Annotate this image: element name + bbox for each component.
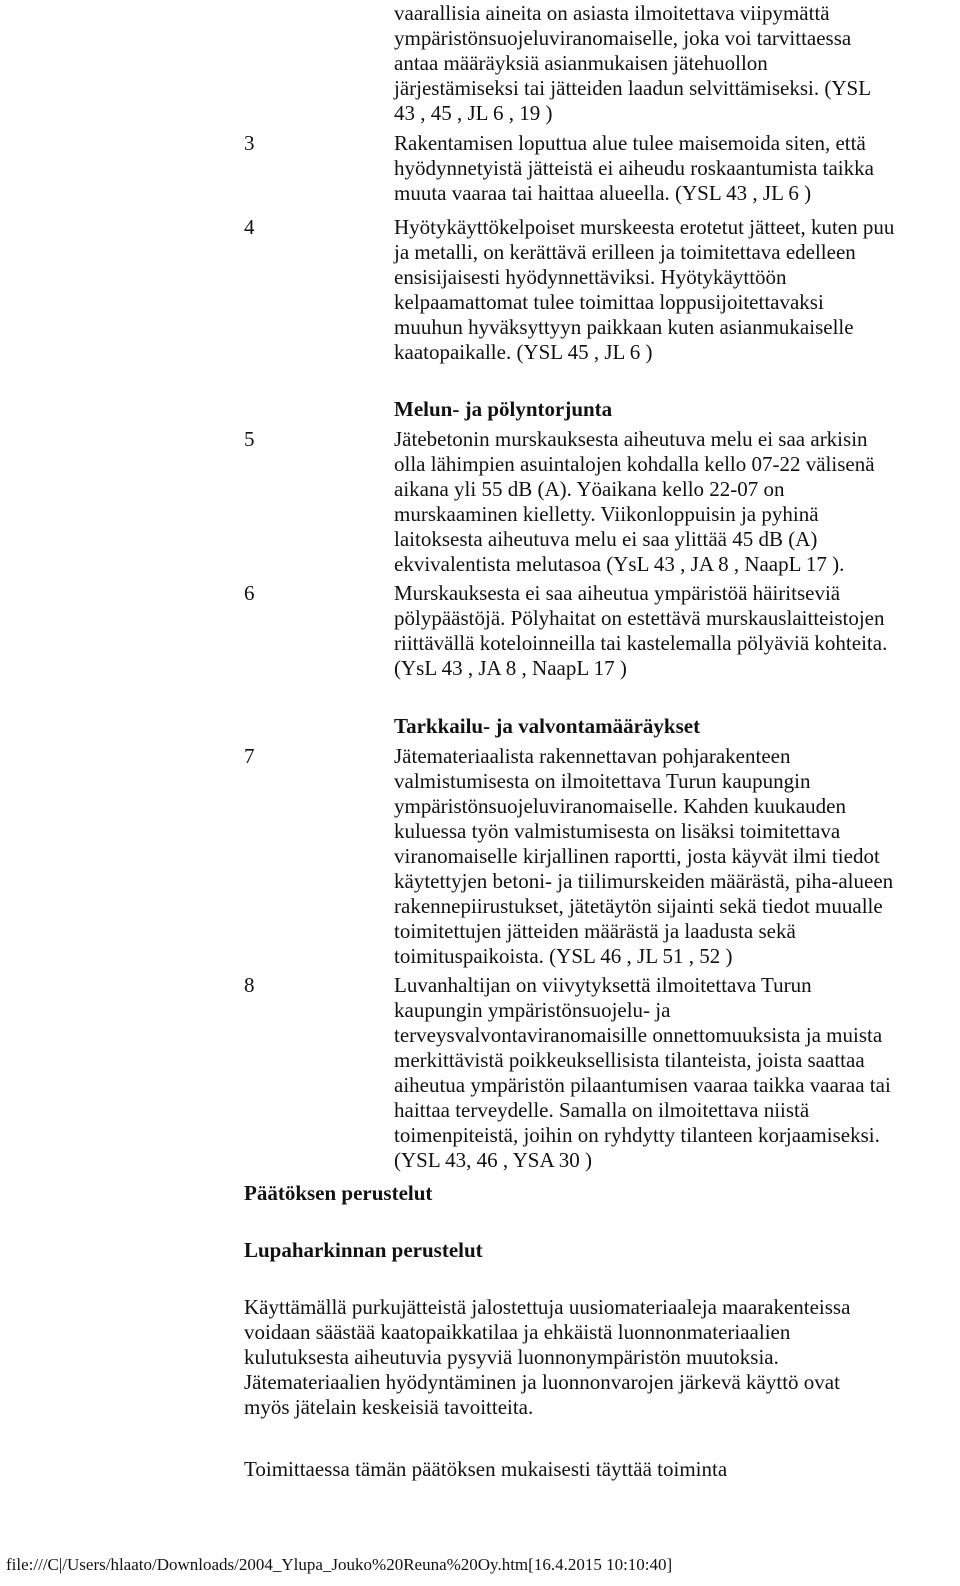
- text-line: aikana yli 55 dB (A). Yöaikana kello 22-07 on: [394, 477, 785, 501]
- text-line: vaarallisia aineita on asiasta ilmoitettava viipymättä: [394, 1, 830, 25]
- item-number: 7: [244, 744, 255, 768]
- text-line: muuhun hyväksyttyyn paikkaan kuten asianmukaiselle: [394, 315, 854, 339]
- paragraph-line: Toimittaessa tämän päätöksen mukaisesti täyttää toiminta: [244, 1457, 728, 1481]
- item-number: 8: [244, 973, 255, 997]
- text-line: Hyötykäyttökelpoiset murskeesta erotetut jätteet, kuten puu: [394, 215, 895, 239]
- paragraph-line: voidaan säästää kaatopaikkatilaa ja ehkäistä luonnonmateriaalien: [244, 1320, 791, 1344]
- text-line: Luvanhaltijan on viivytyksettä ilmoitettava Turun: [394, 973, 812, 997]
- text-line: aiheutua ympäristön pilaantumisen vaaraa taikka vaaraa tai: [394, 1073, 891, 1097]
- text-line: pölypäästöjä. Pölyhaitat on estettävä murskauslaitteistojen: [394, 606, 885, 630]
- text-line: ja metalli, on kerättävä erilleen ja toimitettava edelleen: [394, 240, 856, 264]
- text-line: viranomaiselle kirjallinen raportti, josta käyvät ilmi tiedot: [394, 844, 880, 868]
- text-line: toimitettujen jätteiden määrästä ja laadusta sekä: [394, 919, 796, 943]
- text-line: antaa määräyksiä asianmukaisen jätehuollon: [394, 51, 768, 75]
- text-line: (YsL 43 , JA 8 , NaapL 17 ): [394, 656, 627, 680]
- text-line: laitoksesta aiheutuva melu ei saa ylittää 45 dB (A): [394, 527, 818, 551]
- text-line: muuta vaaraa tai haittaa alueella. (YSL 43 , JL 6 ): [394, 181, 812, 205]
- text-line: järjestämiseksi tai jätteiden laadun selvittämiseksi. (YSL: [394, 76, 872, 100]
- text-line: käytettyjen betoni- ja tiilimurskeiden määrästä, piha-alueen: [394, 869, 894, 893]
- text-line: toimituspaikoista. (YSL 46 , JL 51 , 52 ): [394, 944, 733, 968]
- text-line: hyödynnetyistä jätteistä ei aiheudu roskaantumista taikka: [394, 156, 874, 180]
- print-footer-url: file:///C|/Users/hlaato/Downloads/2004_Ylupa_Jouko%20Reuna%20Oy.htm[16.4.2015 10:10:40]: [6, 1555, 673, 1574]
- text-line: (YSL 43, 46 , YSA 30 ): [394, 1148, 592, 1172]
- text-line: valmistumisesta on ilmoitettava Turun kaupungin: [394, 769, 811, 793]
- text-line: kuluessa työn valmistumisesta on lisäksi toimitettava: [394, 819, 841, 843]
- text-line: toimenpiteistä, joihin on ryhdytty tilanteen korjaamiseksi.: [394, 1123, 880, 1147]
- section-heading-noise: Melun- ja pölyntorjunta: [394, 397, 613, 421]
- text-line: 43 , 45 , JL 6 , 19 ): [394, 101, 553, 125]
- text-line: rakennepiirustukset, jätetäytön sijainti sekä tiedot muualle: [394, 894, 883, 918]
- text-line: terveysvalvontaviranomaisille onnettomuuksista ja muista: [394, 1023, 883, 1047]
- item-number: 5: [244, 427, 255, 451]
- text-line: kaatopaikalle. (YSL 45 , JL 6 ): [394, 340, 653, 364]
- text-line: olla lähimpien asuintalojen kohdalla kello 07-22 välisenä: [394, 452, 875, 476]
- text-line: ekvivalentista melutasoa (YsL 43 , JA 8 , NaapL 17 ).: [394, 552, 845, 576]
- item-number: 3: [244, 131, 255, 155]
- section-heading-permit-grounds: Lupaharkinnan perustelut: [244, 1238, 483, 1262]
- text-line: Jätebetonin murskauksesta aiheutuva melu ei saa arkisin: [394, 427, 868, 451]
- paragraph-line: Käyttämällä purkujätteistä jalostettuja uusiomateriaaleja maarakenteissa: [244, 1295, 851, 1319]
- text-line: kaupungin ympäristönsuojelu- ja: [394, 998, 671, 1022]
- text-line: merkittävistä poikkeuksellisista tilanteista, joista saattaa: [394, 1048, 865, 1072]
- text-line: ympäristönsuojeluviranomaiselle. Kahden kuukauden: [394, 794, 846, 818]
- text-line: ympäristönsuojeluviranomaiselle, joka voi tarvittaessa: [394, 26, 852, 50]
- paragraph-line: Jätemateriaalien hyödyntäminen ja luonnonvarojen järkevä käyttö ovat: [244, 1370, 840, 1394]
- text-line: haittaa terveydelle. Samalla on ilmoitettava niistä: [394, 1098, 810, 1122]
- paragraph-line: kulutuksesta aiheutuvia pysyviä luonnonympäristön muutoksia.: [244, 1345, 779, 1369]
- section-heading-monitoring: Tarkkailu- ja valvontamääräykset: [394, 714, 701, 738]
- text-line: murskaaminen kielletty. Viikonloppuisin ja pyhinä: [394, 502, 819, 526]
- section-heading-decision-grounds: Päätöksen perustelut: [244, 1181, 433, 1205]
- item-number: 4: [244, 215, 255, 239]
- item-number: 6: [244, 581, 255, 605]
- text-line: kelpaamattomat tulee toimittaa loppusijoitettavaksi: [394, 290, 824, 314]
- text-line: riittävällä koteloinneilla tai kastelemalla pölyäviä kohteita.: [394, 631, 888, 655]
- text-line: Rakentamisen loputtua alue tulee maisemoida siten, että: [394, 131, 866, 155]
- text-line: Jätemateriaalista rakennettavan pohjarakenteen: [394, 744, 791, 768]
- paragraph-line: myös jätelain keskeisiä tavoitteita.: [244, 1395, 534, 1419]
- text-line: ensisijaisesti hyödynnettäviksi. Hyötykäyttöön: [394, 265, 787, 289]
- text-line: Murskauksesta ei saa aiheutua ympäristöä häiritseviä: [394, 581, 841, 605]
